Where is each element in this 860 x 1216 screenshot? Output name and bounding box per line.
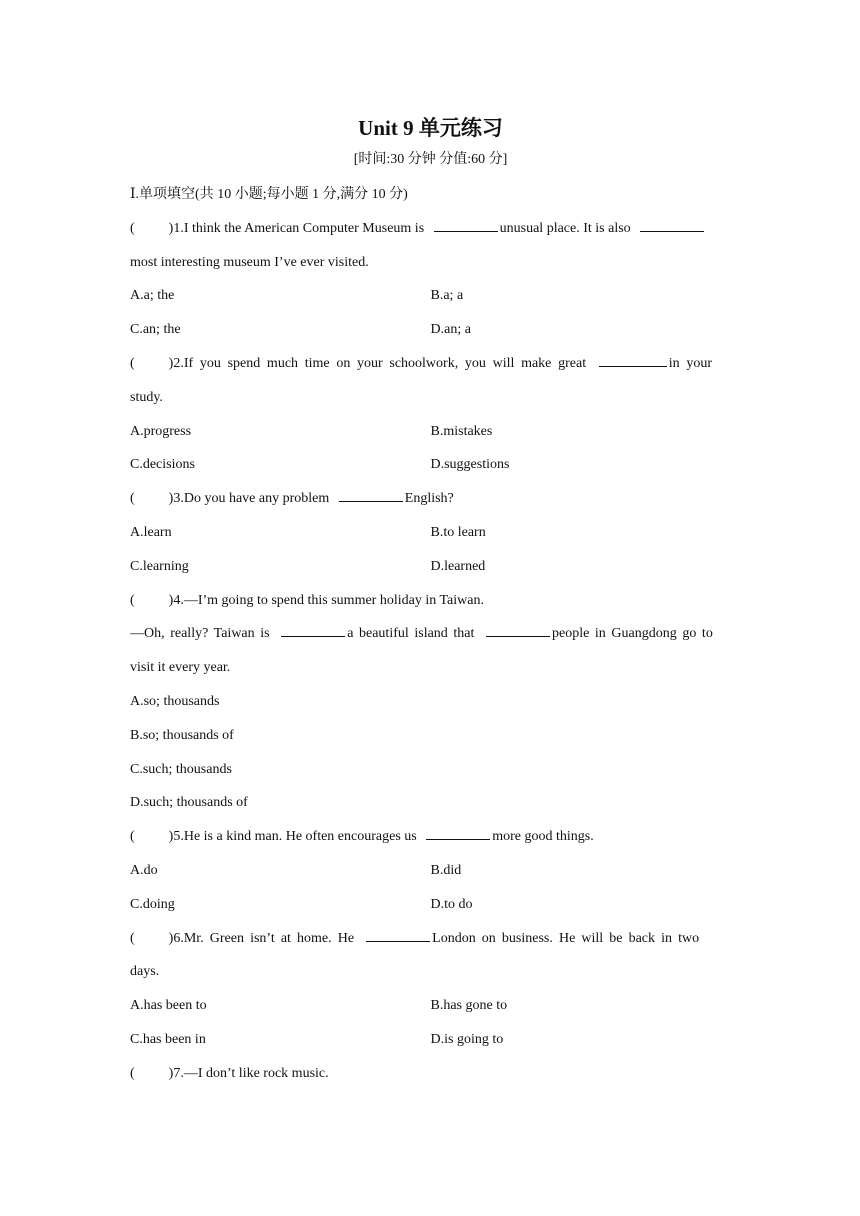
question-text: —Oh, really? Taiwan is [130, 626, 276, 642]
answer-paren-close: ) [168, 592, 174, 608]
question-text: If you spend much time on your schoolwork, you will make great [183, 355, 593, 371]
question-text: Do you have any problem [183, 491, 333, 507]
option-a: A.progress [130, 423, 192, 439]
question-2 [130, 347, 731, 381]
answer-paren-open: ( [130, 220, 135, 236]
question-6 [130, 922, 731, 956]
option-d: D.learned [430, 558, 486, 574]
option-a: A.learn [130, 524, 172, 540]
option-b: B.so; thousands of [130, 727, 234, 743]
answer-blank [281, 622, 345, 637]
option-c: C.such; thousands [130, 761, 232, 777]
question-number: 2. [173, 355, 184, 371]
option-a: A.so; thousands [130, 693, 220, 709]
option-c: C.decisions [130, 457, 195, 473]
options-row [130, 888, 731, 922]
option-a: A.do [130, 862, 158, 878]
answer-blank [426, 825, 490, 840]
section-heading: Ⅰ.单项填空(共 10 小题;每小题 1 分,满分 10 分) [130, 187, 408, 202]
question-text-continued: most interesting museum I’ve ever visited. [130, 254, 369, 270]
options-row [130, 313, 731, 347]
option-d: D.an; a [430, 322, 471, 338]
question-4 [130, 584, 731, 618]
answer-paren-close: ) [168, 355, 174, 371]
worksheet-page [130, 110, 731, 1091]
answer-paren-open: ( [130, 355, 135, 371]
options-row [130, 279, 731, 313]
question-7 [130, 1057, 731, 1091]
question-text: —I don’t like rock music. [183, 1065, 329, 1081]
question-number: 7. [173, 1065, 184, 1081]
option-a: A.has been to [130, 998, 207, 1014]
option-b: B.has gone to [430, 998, 508, 1014]
answer-paren-close: ) [168, 220, 174, 236]
option-b: B.did [430, 862, 462, 878]
answer-paren-close: ) [168, 829, 174, 845]
question-text: —I’m going to spend this summer holiday in Taiwan. [183, 592, 484, 608]
answer-blank [366, 927, 430, 942]
option-d: D.such; thousands of [130, 795, 248, 811]
option-b: B.mistakes [430, 423, 493, 439]
question-3 [130, 482, 731, 516]
option-b: B.to learn [430, 524, 486, 540]
options-row [130, 854, 731, 888]
question-text: English? [404, 491, 454, 507]
question-text: He is a kind man. He often encourages us [183, 829, 421, 845]
option-b: B.a; a [430, 288, 464, 304]
options-row [130, 1023, 731, 1057]
question-number: 5. [173, 829, 184, 845]
question-number: 6. [173, 930, 184, 946]
option-d: D.to do [430, 896, 473, 912]
question-text-continued: study. [130, 389, 163, 405]
answer-paren-open: ( [130, 829, 135, 845]
question-text: more good things. [492, 829, 594, 845]
question-5 [130, 820, 731, 854]
option-a: A.a; the [130, 288, 175, 304]
answer-paren-close: ) [168, 491, 174, 507]
page-title: Unit 9 单元练习 [358, 116, 503, 140]
question-number: 4. [173, 592, 184, 608]
answer-paren-open: ( [130, 930, 135, 946]
options-row [130, 550, 731, 584]
answer-blank [339, 487, 403, 502]
answer-paren-open: ( [130, 592, 135, 608]
answer-paren-close: ) [168, 930, 174, 946]
question-text: Mr. Green isn’t at home. He [183, 930, 361, 946]
options-row [130, 415, 731, 449]
question-text-continued: visit it every year. [130, 660, 231, 676]
option-d: D.suggestions [430, 457, 510, 473]
options-row [130, 989, 731, 1023]
option-c: C.learning [130, 558, 189, 574]
option-c: C.has been in [130, 1031, 206, 1047]
answer-paren-close: ) [168, 1065, 174, 1081]
question-number: 1. [173, 220, 184, 236]
question-1 [130, 212, 731, 246]
time-score-info: [时间:30 分钟 分值:60 分] [353, 152, 508, 167]
options-row [130, 516, 731, 550]
answer-blank [434, 217, 498, 232]
option-c: C.an; the [130, 322, 181, 338]
question-text-continued [130, 617, 731, 651]
question-text: I think the American Computer Museum is [183, 220, 428, 236]
question-text: people in Guangdong go to [552, 626, 713, 642]
question-text: London on business. He will be back in two [432, 930, 700, 946]
question-text-continued: days. [130, 964, 160, 980]
options-row [130, 448, 731, 482]
answer-blank [486, 622, 550, 637]
question-number: 3. [173, 491, 184, 507]
answer-paren-open: ( [130, 1065, 135, 1081]
answer-blank [599, 352, 667, 367]
answer-paren-open: ( [130, 491, 135, 507]
question-text: unusual place. It is also [499, 220, 635, 236]
question-text: in your [668, 355, 713, 371]
option-d: D.is going to [430, 1031, 504, 1047]
answer-blank [640, 217, 704, 232]
option-c: C.doing [130, 896, 175, 912]
question-text: a beautiful island that [347, 626, 480, 642]
